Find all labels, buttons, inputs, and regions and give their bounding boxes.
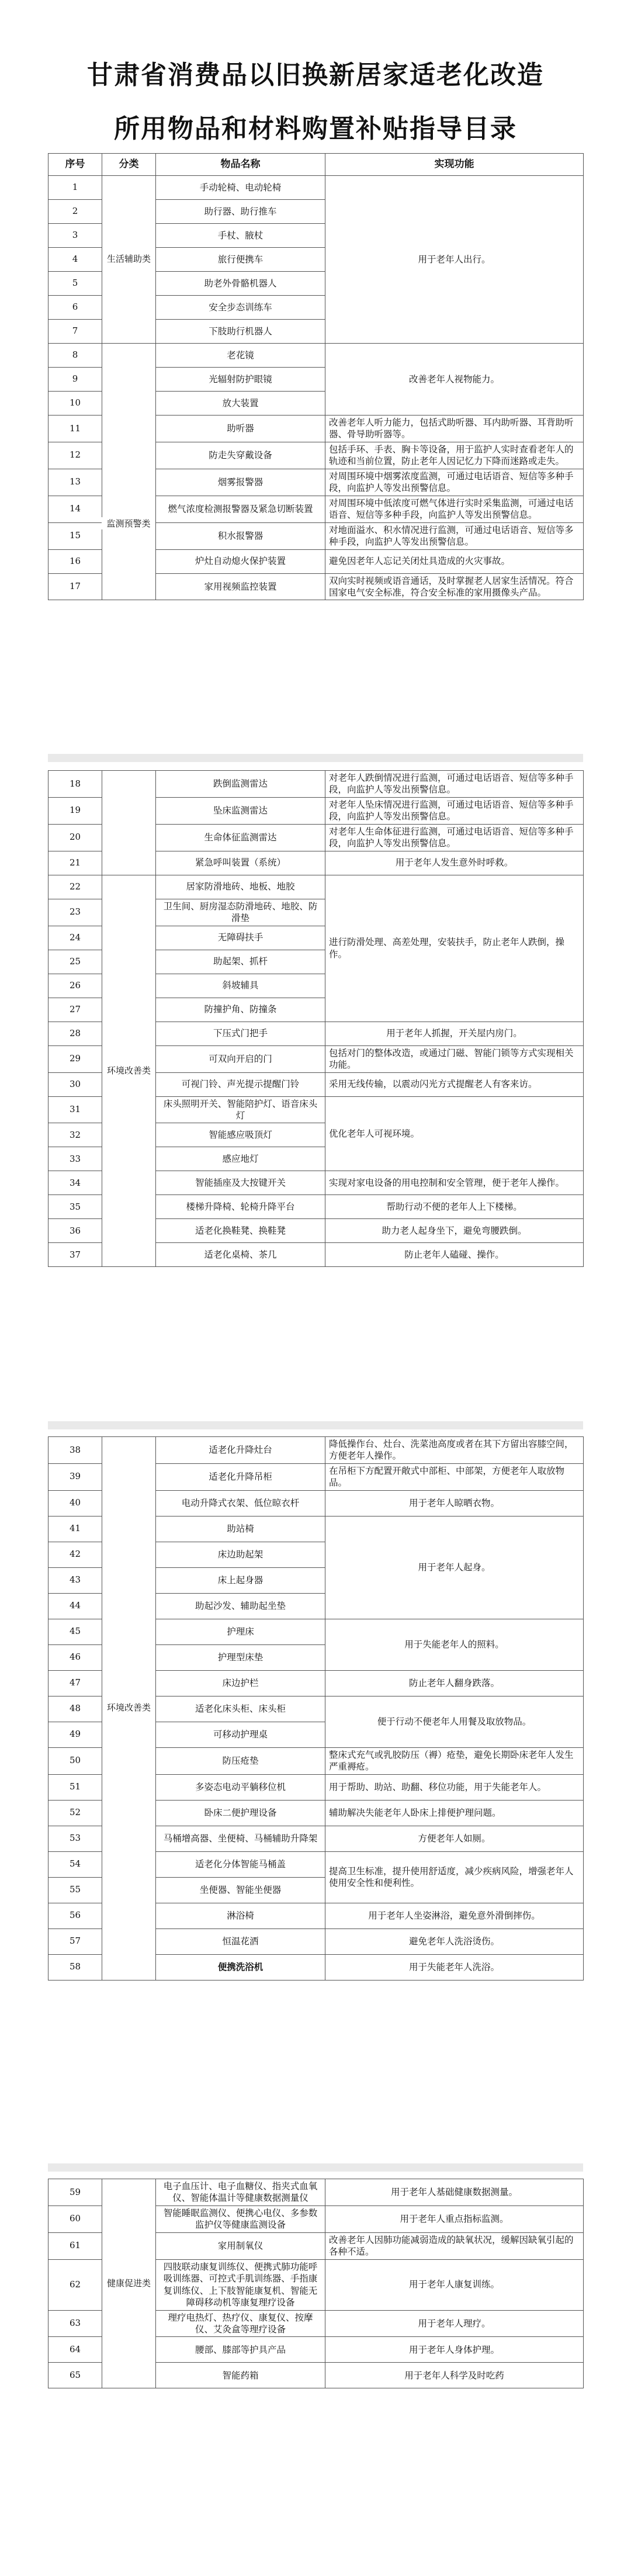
row-number: 64 xyxy=(48,2337,102,2363)
row-number: 61 xyxy=(48,2232,102,2259)
item-name: 放大装置 xyxy=(156,392,325,416)
row-number: 27 xyxy=(48,998,102,1022)
item-name: 感应地灯 xyxy=(156,1147,325,1171)
item-name: 坐便器、智能坐便器 xyxy=(156,1877,325,1903)
category-label: 监测预警类 xyxy=(102,517,155,529)
row-number: 62 xyxy=(48,2259,102,2310)
function-cell: 用于老年人发生意外时呼救。 xyxy=(325,851,584,875)
function-cell: 用于失能老年人洗浴。 xyxy=(325,1954,584,1980)
function-cell: 用于老年人抓握，开关屋内房门。 xyxy=(325,1022,584,1045)
function-cell: 双向实时视频或语音通话，及时掌握老人居家生活情况。符合国家电气安全标准，符合安全标准的家用摄像头产品。 xyxy=(325,573,584,600)
row-number: 4 xyxy=(48,248,102,272)
item-name: 马桶增高器、坐便椅、马桶辅助升降架 xyxy=(156,1826,325,1851)
catalog-table-page-3 xyxy=(48,1436,583,1981)
function-cell: 用于老年人康复训练。 xyxy=(325,2259,584,2310)
row-number: 42 xyxy=(48,1542,102,1567)
row-number: 12 xyxy=(48,442,102,469)
item-name: 助老外骨骼机器人 xyxy=(156,272,325,296)
row-number: 33 xyxy=(48,1147,102,1171)
item-name: 便携洗浴机 xyxy=(156,1954,325,1980)
row-number: 41 xyxy=(48,1516,102,1542)
item-name: 下肢助行机器人 xyxy=(156,320,325,344)
row-number: 17 xyxy=(48,573,102,600)
item-name: 下压式门把手 xyxy=(156,1022,325,1045)
item-name: 卧床二便护理设备 xyxy=(156,1800,325,1826)
row-number: 43 xyxy=(48,1567,102,1593)
item-name: 床头照明开关、智能陪护灯、语音床头灯 xyxy=(156,1096,325,1123)
function-cell: 整床式充气或乳胶防压（褥）疮垫，避免长期卧床老年人发生严重褥疮。 xyxy=(325,1747,584,1774)
column-header: 实现功能 xyxy=(325,154,584,176)
item-name: 防走失穿戴设备 xyxy=(156,442,325,469)
catalog-table-page-4 xyxy=(48,2179,583,2388)
function-cell: 辅助解决失能老年人卧床上排便护理问题。 xyxy=(325,1800,584,1826)
item-name: 跌倒监测雷达 xyxy=(156,771,325,798)
row-number: 50 xyxy=(48,1747,102,1774)
item-name: 理疗电热灯、热疗仪、康复仪、按摩仪、艾灸盒等理疗设备 xyxy=(156,2310,325,2337)
function-cell: 改善老年人视物能力。 xyxy=(325,344,584,416)
item-name: 积水报警器 xyxy=(156,522,325,549)
item-name: 助起沙发、辅助起坐垫 xyxy=(156,1593,325,1619)
item-name: 家用视频监控装置 xyxy=(156,573,325,600)
function-cell: 用于老年人晾晒衣物。 xyxy=(325,1490,584,1516)
item-name: 光辐射防护眼镜 xyxy=(156,368,325,392)
row-number: 56 xyxy=(48,1903,102,1928)
function-cell: 进行防滑处理、高差处理，安装扶手，防止老年人跌倒，操作。 xyxy=(325,875,584,1022)
item-name: 防压疮垫 xyxy=(156,1747,325,1774)
function-cell: 用于老年人身体护理。 xyxy=(325,2337,584,2363)
item-name: 烟雾报警器 xyxy=(156,469,325,496)
row-number: 58 xyxy=(48,1954,102,1980)
item-name: 适老化换鞋凳、换鞋凳 xyxy=(156,1219,325,1243)
category-cell: 健康促进类 xyxy=(102,2179,156,2388)
row-number: 8 xyxy=(48,344,102,368)
item-name: 恒温花洒 xyxy=(156,1928,325,1954)
row-number: 26 xyxy=(48,974,102,998)
function-cell: 便于行动不便老年人用餐及取放物品。 xyxy=(325,1696,584,1747)
row-number: 15 xyxy=(48,522,102,549)
table-row xyxy=(48,176,584,200)
function-cell: 对老年人生命体征进行监测，可通过电话语音、短信等多种手段，向监护人等发出预警信息。 xyxy=(325,824,584,851)
column-header: 物品名称 xyxy=(156,154,325,176)
row-number: 13 xyxy=(48,469,102,496)
item-name: 手杖、腋杖 xyxy=(156,224,325,248)
page-gap xyxy=(48,754,583,762)
row-number: 48 xyxy=(48,1696,102,1722)
row-number: 21 xyxy=(48,851,102,875)
table-row xyxy=(48,344,584,368)
function-cell: 提高卫生标准，提升使用舒适度，减少疾病风险，增强老年人使用安全性和便利性。 xyxy=(325,1851,584,1903)
row-number: 28 xyxy=(48,1022,102,1045)
row-number: 23 xyxy=(48,899,102,926)
item-name: 适老化桌椅、茶几 xyxy=(156,1243,325,1267)
row-number: 35 xyxy=(48,1195,102,1219)
function-cell: 改善老年人听力能力，包括式助听器、耳内助听器、耳背助听器、骨导助听器等。 xyxy=(325,416,584,442)
page-gap xyxy=(48,2163,583,2172)
row-number: 31 xyxy=(48,1096,102,1123)
row-number: 36 xyxy=(48,1219,102,1243)
function-cell: 避免因老年人忘记关闭灶具造成的火灾事故。 xyxy=(325,549,584,573)
catalog-table xyxy=(48,2179,584,2388)
function-cell: 对周围环境中烟雾浓度监测，可通过电话语音、短信等多种手段，向监护人等发出预警信息。 xyxy=(325,469,584,496)
function-cell: 对老年人坠床情况进行监测，可通过电话语音、短信等多种手段，向监护人等发出预警信息。 xyxy=(325,797,584,824)
item-name: 可移动护理桌 xyxy=(156,1722,325,1747)
row-number: 49 xyxy=(48,1722,102,1747)
item-name: 助起架、抓杆 xyxy=(156,950,325,974)
row-number: 22 xyxy=(48,875,102,899)
row-number: 20 xyxy=(48,824,102,851)
row-number: 55 xyxy=(48,1877,102,1903)
function-cell: 用于老年人出行。 xyxy=(325,176,584,344)
item-name: 斜坡辅具 xyxy=(156,974,325,998)
function-cell: 改善老年人因肺功能减弱造成的缺氧状况，缓解因缺氧引起的各种不适。 xyxy=(325,2232,584,2259)
item-name: 楼梯升降椅、轮椅升降平台 xyxy=(156,1195,325,1219)
row-number: 25 xyxy=(48,950,102,974)
item-name: 四肢联动康复训练仪、便携式肺功能呼吸训练器、可控式手肌训练器、手指康复训练仪、上下肢智能康复机、智能无障碍移动机等康复理疗设备 xyxy=(156,2259,325,2310)
row-number: 46 xyxy=(48,1644,102,1670)
row-number: 11 xyxy=(48,416,102,442)
item-name: 适老化升降吊柜 xyxy=(156,1463,325,1490)
row-number: 53 xyxy=(48,1826,102,1851)
row-number: 34 xyxy=(48,1171,102,1195)
function-cell: 用于老年人科学及时吃药 xyxy=(325,2363,584,2388)
item-name: 防撞护角、防撞条 xyxy=(156,998,325,1022)
category-cell: 环境改善类 xyxy=(102,1437,156,1981)
row-number: 52 xyxy=(48,1800,102,1826)
row-number: 2 xyxy=(48,200,102,224)
item-name: 智能感应吸顶灯 xyxy=(156,1123,325,1147)
row-number: 30 xyxy=(48,1072,102,1096)
function-cell: 用于老年人起身。 xyxy=(325,1516,584,1619)
item-name: 智能睡眠监测仪、便携心电仪、多参数监护仪等健康监测设备 xyxy=(156,2205,325,2232)
item-name: 助行器、助行推车 xyxy=(156,200,325,224)
item-name: 家用制氧仪 xyxy=(156,2232,325,2259)
item-name: 燃气浓度检测报警器及紧急切断装置 xyxy=(156,496,325,522)
row-number: 39 xyxy=(48,1463,102,1490)
item-name: 床上起身器 xyxy=(156,1567,325,1593)
row-number: 19 xyxy=(48,797,102,824)
item-name: 坠床监测雷达 xyxy=(156,797,325,824)
function-cell: 包括对门的整体改造，或通过门磁、智能门锁等方式实现相关功能。 xyxy=(325,1045,584,1072)
function-cell: 避免老年人洗浴烫伤。 xyxy=(325,1928,584,1954)
item-name: 居家防滑地砖、地板、地胶 xyxy=(156,875,325,899)
item-name: 淋浴椅 xyxy=(156,1903,325,1928)
table-row xyxy=(48,875,584,899)
row-number: 7 xyxy=(48,320,102,344)
function-cell: 帮助行动不便的老年人上下楼梯。 xyxy=(325,1195,584,1219)
row-number: 60 xyxy=(48,2205,102,2232)
row-number: 14 xyxy=(48,496,102,522)
category-cell: 生活辅助类 xyxy=(102,176,156,344)
catalog-table-page-2 xyxy=(48,770,583,1267)
item-name: 生命体征监测雷达 xyxy=(156,824,325,851)
table-row xyxy=(48,2179,584,2206)
row-number: 45 xyxy=(48,1619,102,1644)
item-name: 可双向开启的门 xyxy=(156,1045,325,1072)
row-number: 5 xyxy=(48,272,102,296)
catalog-table xyxy=(48,1436,584,1981)
item-name: 智能药箱 xyxy=(156,2363,325,2388)
document-title-line1: 甘肃省消费品以旧换新居家适老化改造 xyxy=(87,60,544,90)
function-cell: 降低操作台、灶台、洗菜池高度或者在其下方留出容膝空间，方便老年人操作。 xyxy=(325,1437,584,1464)
catalog-table-page-1 xyxy=(48,153,583,600)
item-name: 电动升降式衣架、低位晾衣杆 xyxy=(156,1490,325,1516)
catalog-table xyxy=(48,770,584,1267)
function-cell: 用于老年人重点指标监测。 xyxy=(325,2205,584,2232)
item-name: 适老化分体智能马桶盖 xyxy=(156,1851,325,1877)
row-number: 38 xyxy=(48,1437,102,1464)
row-number: 29 xyxy=(48,1045,102,1072)
table-row xyxy=(48,771,584,798)
function-cell: 在吊柜下方配置开敞式中部柜、中部架，方便老年人取放物品。 xyxy=(325,1463,584,1490)
row-number: 63 xyxy=(48,2310,102,2337)
function-cell: 用于老年人基础健康数据测量。 xyxy=(325,2179,584,2206)
catalog-table xyxy=(48,153,584,600)
function-cell: 包括手环、手表、胸卡等设备，用于监护人实时查看老年人的轨迹和当前位置，防止老年人因记忆力下降而迷路或走失。 xyxy=(325,442,584,469)
item-name: 床边助起架 xyxy=(156,1542,325,1567)
function-cell: 防止老年人磕碰、操作。 xyxy=(325,1243,584,1267)
row-number: 1 xyxy=(48,176,102,200)
category-cell xyxy=(102,344,156,600)
category-cell: 环境改善类 xyxy=(102,875,156,1267)
item-name: 腰部、膝部等护具产品 xyxy=(156,2337,325,2363)
row-number: 65 xyxy=(48,2363,102,2388)
item-name: 紧急呼叫装置（系统） xyxy=(156,851,325,875)
row-number: 9 xyxy=(48,368,102,392)
row-number: 32 xyxy=(48,1123,102,1147)
item-name: 旅行便携车 xyxy=(156,248,325,272)
function-cell: 用于老年人坐姿淋浴，避免意外滑倒摔伤。 xyxy=(325,1903,584,1928)
row-number: 10 xyxy=(48,392,102,416)
function-cell: 用于失能老年人的照料。 xyxy=(325,1619,584,1670)
item-name: 护理型床垫 xyxy=(156,1644,325,1670)
item-name: 智能插座及大按键开关 xyxy=(156,1171,325,1195)
item-name: 多姿态电动平躺移位机 xyxy=(156,1774,325,1800)
column-header: 序号 xyxy=(48,154,102,176)
row-number: 57 xyxy=(48,1928,102,1954)
function-cell: 优化老年人可视环境。 xyxy=(325,1096,584,1171)
row-number: 18 xyxy=(48,771,102,798)
column-header: 分类 xyxy=(102,154,156,176)
page-gap xyxy=(48,1421,583,1429)
function-cell: 助力老人起身坐下，避免弯腰跌倒。 xyxy=(325,1219,584,1243)
function-cell: 对周围环境中低浓度可燃气体进行实时采集监测，可通过电话语音、短信等多种手段，向监护人等发出预警信息。 xyxy=(325,496,584,522)
item-name: 适老化床头柜、床头柜 xyxy=(156,1696,325,1722)
row-number: 51 xyxy=(48,1774,102,1800)
row-number: 47 xyxy=(48,1670,102,1696)
row-number: 24 xyxy=(48,926,102,950)
row-number: 3 xyxy=(48,224,102,248)
item-name: 电子血压计、电子血糖仪、指夹式血氧仪、智能体温计等健康数据测量仪 xyxy=(156,2179,325,2206)
item-name: 炉灶自动熄火保护装置 xyxy=(156,549,325,573)
item-name: 可视门铃、声光提示提醒门铃 xyxy=(156,1072,325,1096)
function-cell: 用于帮助、助站、助翻、移位功能，用于失能老年人。 xyxy=(325,1774,584,1800)
function-cell: 对地面溢水、积水情况进行监测，可通过电话语音、短信等多种手段，向监护人等发出预警信息。 xyxy=(325,522,584,549)
item-name: 护理床 xyxy=(156,1619,325,1644)
row-number: 59 xyxy=(48,2179,102,2206)
function-cell: 对老年人跌倒情况进行监测，可通过电话语音、短信等多种手段，向监护人等发出预警信息。 xyxy=(325,771,584,798)
row-number: 6 xyxy=(48,296,102,320)
row-number: 37 xyxy=(48,1243,102,1267)
item-name: 适老化升降灶台 xyxy=(156,1437,325,1464)
row-number: 16 xyxy=(48,549,102,573)
row-number: 44 xyxy=(48,1593,102,1619)
item-name: 床边护栏 xyxy=(156,1670,325,1696)
item-name: 无障碍扶手 xyxy=(156,926,325,950)
function-cell: 防止老年人翻身跌落。 xyxy=(325,1670,584,1696)
item-name: 助站椅 xyxy=(156,1516,325,1542)
table-row xyxy=(48,1437,584,1464)
row-number: 40 xyxy=(48,1490,102,1516)
document-title-line2: 所用物品和材料购置补贴指导目录 xyxy=(114,114,517,144)
category-cell xyxy=(102,771,156,875)
item-name: 老花镜 xyxy=(156,344,325,368)
function-cell: 方便老年人如厕。 xyxy=(325,1826,584,1851)
row-number: 54 xyxy=(48,1851,102,1877)
table-header-row xyxy=(48,154,584,176)
item-name: 手动轮椅、电动轮椅 xyxy=(156,176,325,200)
function-cell: 实现对家电设备的用电控制和安全管理，便于老年人操作。 xyxy=(325,1171,584,1195)
item-name: 安全步态训练车 xyxy=(156,296,325,320)
function-cell: 采用无线传输，以震动闪光方式提醒老人有客来访。 xyxy=(325,1072,584,1096)
item-name: 卫生间、厨房湿态防滑地砖、地胶、防滑垫 xyxy=(156,899,325,926)
item-name: 助听器 xyxy=(156,416,325,442)
function-cell: 用于老年人理疗。 xyxy=(325,2310,584,2337)
